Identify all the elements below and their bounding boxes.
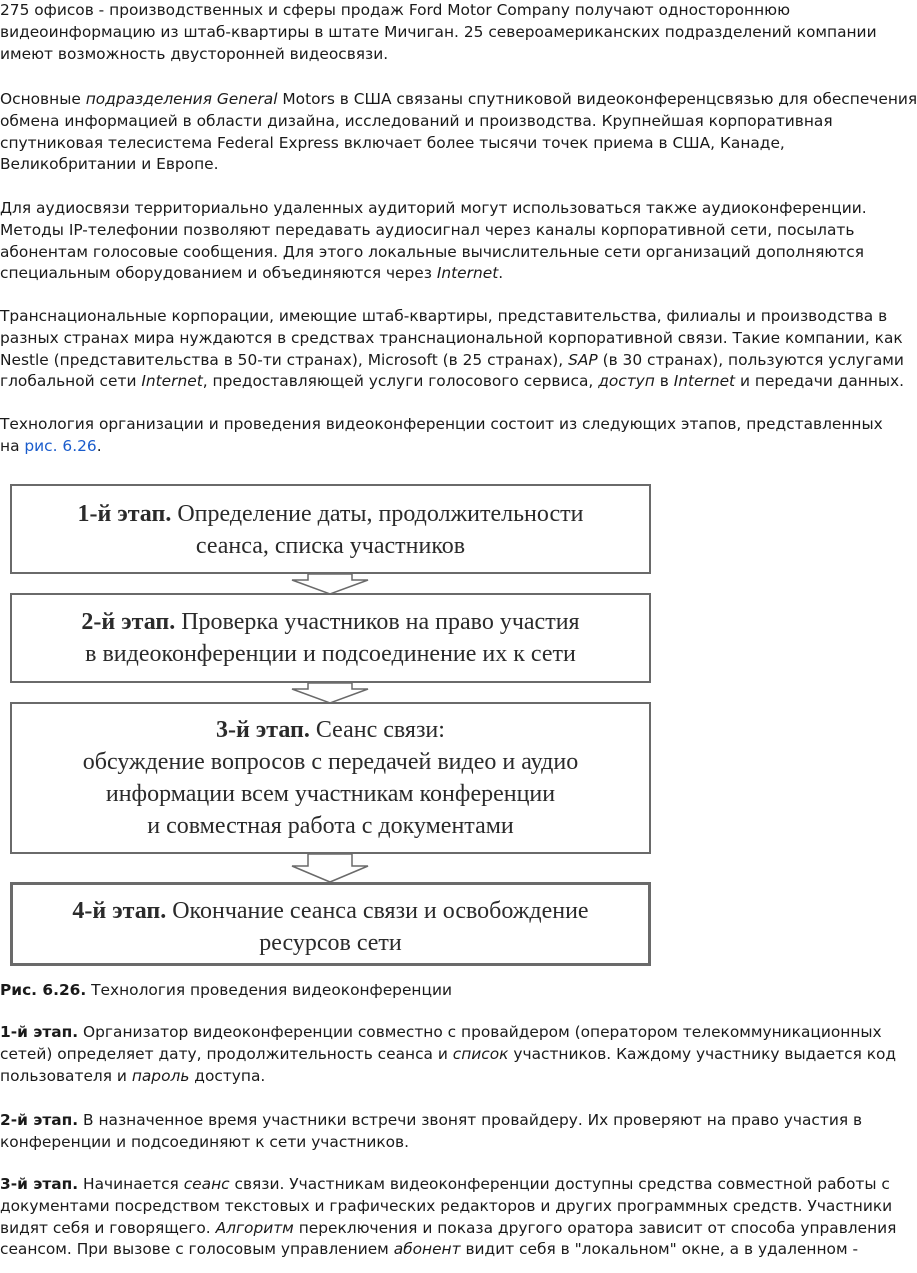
text-line: [0, 350, 904, 372]
text-run: в: [654, 372, 674, 391]
text-run: (в 30 странах), пользуются услугами: [597, 350, 904, 369]
stage-text: Сеанс связи:: [309, 717, 445, 743]
text-run: Основные: [0, 90, 86, 108]
text-run: видит себя в "локальном" окне, а в удаленном -: [460, 1240, 859, 1259]
text-run: .: [96, 436, 102, 455]
stage-4-box: [10, 882, 651, 966]
text-run: и передачи данных.: [735, 372, 905, 391]
paragraph-audioconference: [0, 198, 867, 285]
stage-line: [12, 714, 649, 746]
text-line: [0, 371, 905, 393]
paragraph-general-motors: [0, 89, 917, 176]
stage-line: обсуждение вопросов с передачей видео и аудио: [82, 749, 579, 775]
text-line: [0, 1044, 897, 1066]
text-line: [0, 1174, 890, 1196]
stage-line: ресурсов сети: [259, 930, 402, 956]
paragraph-transnational: [0, 306, 905, 393]
stage-label: 3-й этап.: [216, 717, 310, 743]
step-2-paragraph: [0, 1110, 863, 1154]
italic-term: пароль: [131, 1066, 190, 1085]
step-label: 3-й этап.: [0, 1175, 79, 1193]
text-line: разных странах мира нуждаются в средствах транснациональной корпоративной связи. Такие компании, как: [0, 328, 903, 347]
text-line: Технология организации и проведения видеоконференции состоит из следующих этапов, представленных: [0, 415, 883, 433]
step-3-paragraph: [0, 1174, 897, 1261]
text-line: видеоинформацию из штаб-квартиры в штате Мичиган. 25 североамериканских подразделений компании: [0, 22, 877, 41]
text-line: [0, 89, 917, 111]
text-line: обмена информацией в области дизайна, исследований и производства. Крупнейшая корпоративная: [0, 111, 833, 130]
down-arrow-icon: [290, 854, 370, 882]
text-line: [0, 980, 816, 1002]
text-run: участников. Каждому участнику выдается код: [508, 1044, 897, 1063]
paragraph-ford: [0, 0, 877, 65]
stage-text: Определение даты, продолжительности: [171, 501, 584, 527]
down-arrow-icon: [290, 574, 370, 594]
stage-line: информации всем участникам конференции: [105, 781, 556, 807]
stage-3-box: [10, 702, 651, 854]
stage-text: Окончание сеанса связи и освобождение: [166, 898, 589, 924]
text-line: Для аудиосвязи территориально удаленных аудиторий могут использоваться также аудиоконференции.: [0, 199, 867, 217]
stage-line: сеанса, списка участников: [195, 533, 466, 559]
text-line: спутниковая телесистема Federal Express включает более тысячи точек приема в США, Канаде,: [0, 133, 785, 152]
text-run: доступа.: [189, 1066, 266, 1085]
italic-term: сеанс: [183, 1175, 230, 1193]
figure-link[interactable]: рис. 6.26: [24, 436, 97, 455]
text-run: видят себя и говорящего.: [0, 1218, 216, 1237]
stage-2-box: [10, 593, 651, 683]
step-label: 1-й этап.: [0, 1023, 79, 1041]
text-line: конференции и подсоединяют к сети участников.: [0, 1132, 409, 1151]
text-run: сеансом. При вызове с голосовым управлением: [0, 1240, 394, 1259]
text-run: Начинается: [78, 1175, 184, 1193]
text-run: сетей) определяет дату, продолжительность сеанса и: [0, 1044, 453, 1063]
stage-line: и совместная работа с документами: [147, 813, 514, 839]
down-arrow-icon: [290, 683, 370, 703]
stage-line: [12, 606, 649, 638]
flow-diagram: [0, 478, 664, 966]
step-label: 2-й этап.: [0, 1111, 79, 1129]
text-line: Великобритании и Европе.: [0, 155, 219, 174]
italic-term: список: [452, 1044, 509, 1063]
stage-line: в видеоконференции и подсоединение их к сети: [85, 641, 576, 667]
italic-term: SAP: [568, 350, 598, 369]
text-line: [0, 1239, 859, 1261]
text-line: абонентам голосовые сообщения. Для этого локальные вычислительные сети организаций дополняются: [0, 242, 865, 261]
text-run: переключения и показа другого оратора зависит от способа управления: [293, 1218, 897, 1237]
italic-term: Internet: [436, 264, 499, 283]
text-run: .: [498, 264, 504, 283]
caption-label: Рис. 6.26.: [0, 981, 87, 999]
text-run: специальным оборудованием и объединяются через: [0, 264, 437, 283]
stage-line: [13, 895, 648, 927]
text-line: [0, 263, 816, 285]
italic-term: Internet: [673, 372, 736, 391]
stage-label: 2-й этап.: [81, 609, 176, 635]
text-run: связи. Участникам видеоконференции доступны средства совместной работы с: [229, 1175, 890, 1193]
text-line: Транснациональные корпорации, имеющие штаб-квартиры, представительства, филиалы и производства в: [0, 307, 888, 325]
text-run: Motors в США связаны спутниковой видеоконференцсвязью для обеспечения: [277, 90, 917, 108]
italic-term: подразделения General: [85, 90, 278, 108]
text-run: Nestle (представительства в 50-ти странах), Microsoft (в 25 странах),: [0, 350, 569, 369]
text-line: [0, 436, 816, 458]
text-line: [0, 1218, 897, 1240]
text-line: 275 офисов - производственных и сферы продаж Ford Motor Company получают одностороннюю: [0, 1, 791, 19]
stage-line: [12, 498, 649, 530]
paragraph-technology-intro: [0, 414, 883, 458]
stage-label: 4-й этап.: [72, 898, 167, 924]
text-line: [0, 1022, 882, 1044]
text-line: имеют возможность двусторонней видеосвязи.: [0, 44, 389, 63]
italic-term: Алгоритм: [215, 1218, 294, 1237]
stage-1-box: [10, 484, 651, 574]
caption-text: Технология проведения видеоконференции: [86, 981, 452, 999]
step-1-paragraph: [0, 1022, 897, 1087]
text-run: В назначенное время участники встречи звонят провайдеру. Их проверяют на право участия в: [78, 1111, 863, 1129]
text-run: пользователя и: [0, 1066, 132, 1085]
italic-term: доступ: [598, 372, 655, 391]
text-run: на: [0, 436, 25, 455]
text-run: глобальной сети: [0, 372, 142, 391]
text-line: [0, 1110, 863, 1132]
text-line: документами посредством текстовых и графических редакторов и других программных средств. Участники: [0, 1196, 893, 1215]
italic-term: абонент: [393, 1240, 461, 1259]
stage-text: Проверка участников на право участия: [175, 609, 580, 635]
text-line: Методы IP-телефонии позволяют передавать аудиосигнал через каналы корпоративной сети, посылать: [0, 220, 855, 239]
text-line: [0, 1066, 816, 1088]
text-run: Организатор видеоконференции совместно с провайдером (оператором телекоммуникационных: [78, 1023, 882, 1041]
text-run: , предоставляющей услуги голосового сервиса,: [202, 372, 599, 391]
italic-term: Internet: [141, 372, 203, 391]
figure-caption: [0, 980, 816, 1002]
stage-label: 1-й этап.: [77, 501, 172, 527]
